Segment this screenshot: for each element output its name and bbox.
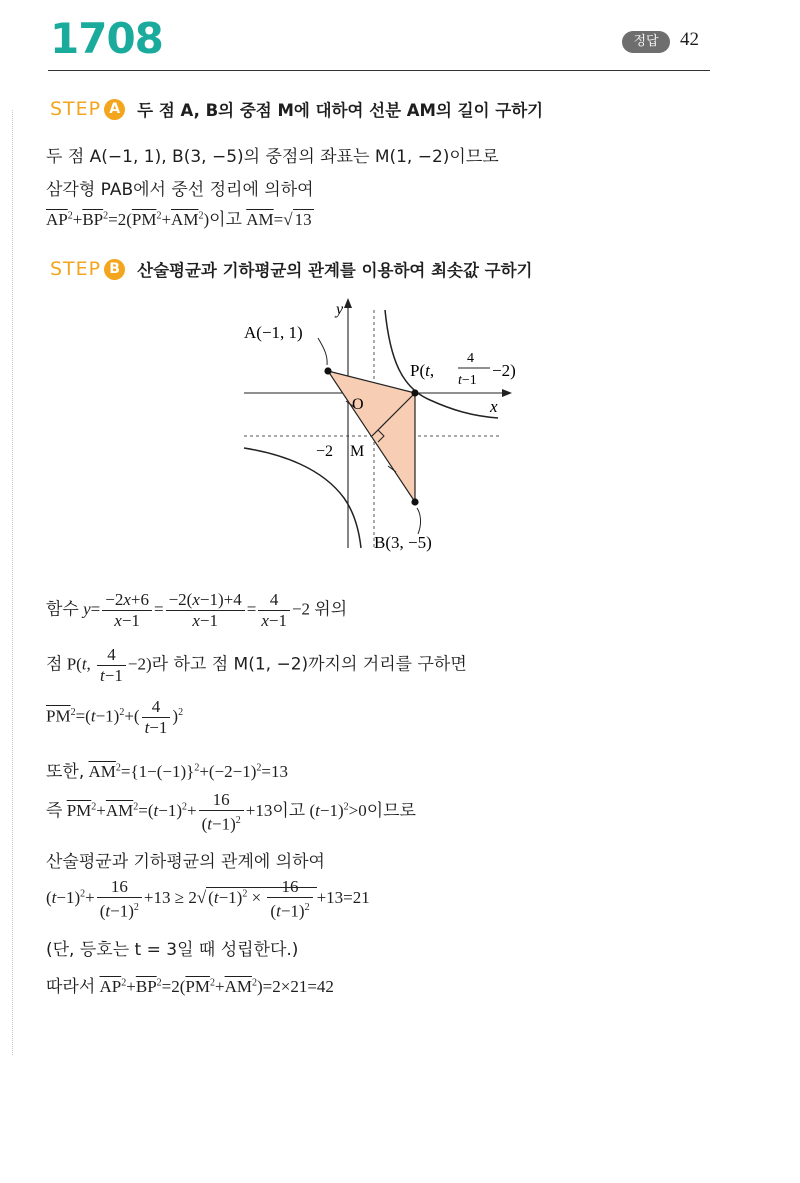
therefore-suffix: 이므로 [366, 801, 416, 822]
step-a-heading [50, 94, 543, 124]
point-b [411, 498, 418, 505]
y-axis-arrow [344, 298, 352, 308]
origin-label: O [352, 396, 364, 413]
am-gm-intro: 산술평균과 기하평균의 관계에 의하여 [46, 852, 325, 872]
body-line-2: 삼각형 PAB에서 중선 정리에 의하여 [46, 180, 314, 200]
minus-two-label: −2 [316, 443, 334, 460]
point-a [324, 367, 331, 374]
median-theorem-equation: $\overline{AP}^2+\overline{BP}^2=2(\overline{PM}^2+\overline{AM}^2)$이고 $\overline{AM}=√$ 13 [46, 210, 312, 230]
body-line-1: 두 점 A(−1, 1), B(3, −5)의 중점의 좌표는 M(1, −2)이므로 [46, 147, 499, 167]
step-a-word: STEP [50, 98, 102, 120]
step-b-title: 산술평균과 기하평균의 관계를 이용하여 최솟값 구하기 [137, 261, 533, 280]
arrow-to-a [318, 338, 327, 365]
thus-prefix: 즉 [46, 801, 63, 822]
and-connector: 이고 [272, 801, 306, 822]
point-a-label: A(−1, 1) [244, 323, 303, 342]
point-p-definition: 점 P(t, $\frac{4}{t-1}$ −2)라 하고 점 M(1, −2)까지의 거리를 구하면 [46, 645, 467, 685]
answer-value: 42 [680, 29, 699, 50]
sum-squares-equation: 즉 $\overline{PM}^2+\overline{AM}^2=(t-1)^2+$ $\frac{16}{(t-1)^2}$ +13이고 $(t-1)^2>0$이므로 [46, 790, 416, 834]
hyperbola-left-branch [244, 448, 361, 548]
function-tail: 위의 [314, 599, 348, 620]
x-axis-label: x [490, 397, 498, 416]
point-p-prefix: 점 [46, 654, 63, 675]
arrow-to-b [417, 508, 421, 534]
therefore-prefix: 따라서 [46, 977, 96, 997]
y-axis-label: y [336, 301, 344, 318]
step-a-title: 두 점 A, B의 중점 M에 대하여 선분 AM의 길이 구하기 [137, 101, 544, 120]
hyperbola-graph [232, 290, 572, 560]
function-equation: 함수 y= $\frac{-2x+6}{x-1}$ = $\frac{-2(x-1)+4}{x-1}$ = $\frac{4}{x-1}$ −2 위의 [46, 590, 348, 630]
am-squared-equation: 또한, $\overline{AM}^2=\{1-(-1)\}^2+(-2-1)^2=13$ [46, 762, 288, 782]
point-m-label: M [350, 443, 365, 460]
step-b-heading [50, 254, 532, 284]
svg-text:−2): −2) [492, 361, 516, 380]
final-answer-equation: 따라서 $\overline{AP}^2+\overline{BP}^2=2(\overline{PM}^2+\overline{AM}^2)=2\times 21=42$ [46, 977, 334, 997]
point-p-label [410, 351, 516, 388]
point-p-suffix: 라 하고 점 M(1, −2)까지의 거리를 구하면 [151, 654, 467, 675]
step-b-word: STEP [50, 258, 102, 280]
point-b-label: B(3, −5) [374, 533, 432, 552]
pm-squared-equation: $\overline{PM}^2=(t-1)^2+$( $\frac{4}{t-1}$ )$^2$ [46, 697, 184, 737]
function-intro: 함수 [46, 599, 79, 620]
gutter-divider [12, 110, 13, 1055]
step-b-badge: B [104, 259, 125, 280]
equality-condition: (단, 등호는 t = 3일 때 성립한다.) [46, 940, 299, 960]
x-axis-arrow [502, 389, 512, 397]
am-gm-inequality: $(t-1)^2+$ $\frac{16}{(t-1)^2}$ +13 ≥ 2√ $(t-1)^2$ × $\frac{16}{(t-1)^2}$ +13=21 [46, 877, 370, 921]
svg-text:t−1: t−1 [458, 373, 477, 388]
answer-badge: 정답 [622, 31, 670, 53]
svg-text:P(t,: P(t, [410, 361, 435, 380]
also-prefix: 또한, [46, 762, 85, 782]
step-a-badge: A [104, 99, 125, 120]
problem-number: 1708 [50, 14, 163, 63]
point-p [411, 389, 418, 396]
svg-text:4: 4 [467, 351, 474, 366]
header-divider [48, 70, 710, 71]
